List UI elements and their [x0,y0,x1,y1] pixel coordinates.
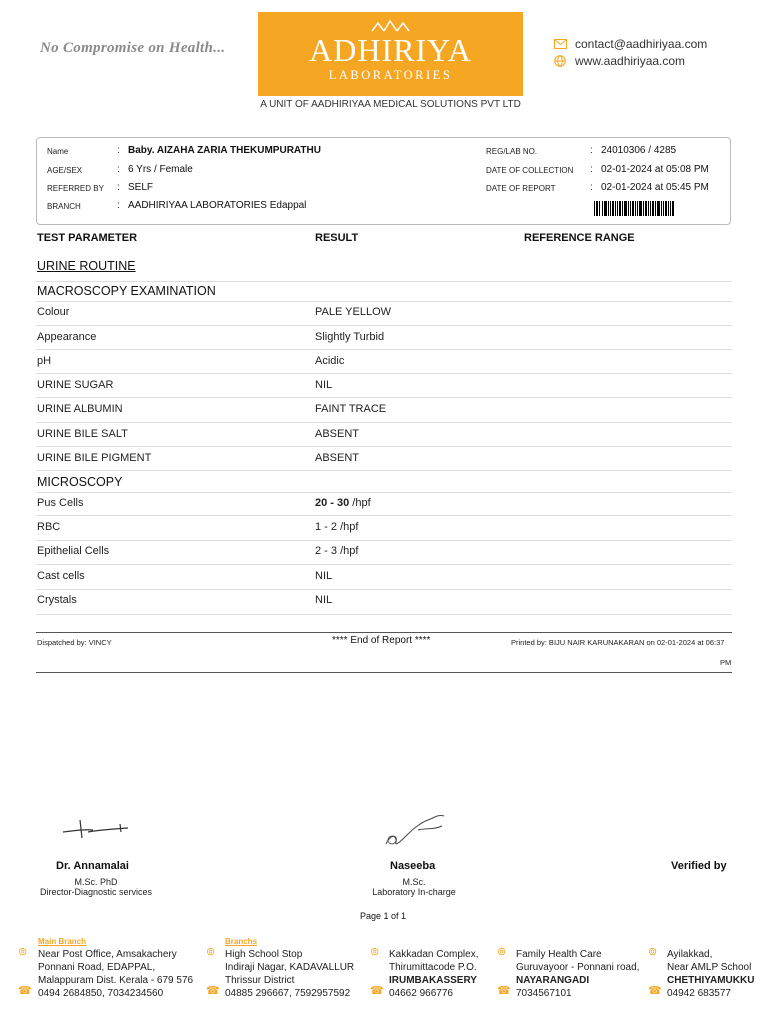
branch-list-heading: Branchs [225,937,258,946]
param-bile-salt: URINE BILE SALT [37,428,128,440]
signature-naseeba-icon [378,808,454,854]
param-appearance: Appearance [37,331,97,343]
row-divider [36,492,732,493]
param-pus-cells: Pus Cells [37,497,84,509]
macroscopy-heading: MACROSCOPY EXAMINATION [37,284,216,298]
lab-logo [258,12,523,96]
patient-age: 6 Yrs / Female [128,164,193,175]
branch-line: IRUMBAKASSERY [389,975,477,986]
location-pin-icon: ⊚ [18,946,28,958]
row-divider [36,281,732,282]
branch-chethiyamukku [648,946,767,1000]
logo-ornament-icon [370,20,411,32]
email-text[interactable]: contact@aadhiriyaa.com [575,37,708,51]
globe-icon [553,54,567,68]
logo-sub-text: LABORATORIES [328,68,453,82]
signatory-2-qualification: M.Sc. [402,877,426,887]
website-text[interactable]: www.aadhiriyaa.com [575,54,686,68]
report-title: URINE ROUTINE [37,259,136,273]
branch-line: Near AMLP School [667,962,752,973]
branch-label: BRANCH [47,202,81,211]
branch-phone[interactable]: 04662 966776 [389,988,453,999]
branch-line: Ayilakkad, [667,949,713,960]
age-label: AGE/SEX [47,166,83,175]
param-bile-pigment: URINE BILE PIGMENT [37,452,152,464]
phone-icon: ☎ [370,985,384,997]
row-divider [36,349,732,350]
patient-branch: AADHIRIYAA LABORATORIES Edappal [128,200,307,211]
param-urine-albumin: URINE ALBUMIN [37,403,123,415]
end-of-report: **** End of Report **** [332,635,431,646]
row-divider [36,446,732,447]
branch-main-line: Ponnani Road, EDAPPAL, [38,962,156,973]
colon: : [117,200,120,211]
value-epithelial-cells: 2 - 3 /hpf [315,545,359,557]
email-contact[interactable] [553,37,707,51]
phone-icon: ☎ [648,985,662,997]
signatory-1-name: Dr. Annamalai [56,860,129,872]
reg-number: 24010306 / 4285 [601,145,677,156]
branch-line: CHETHIYAMUKKU [667,975,755,986]
row-divider [36,422,732,423]
signatory-2-name: Naseeba [390,860,436,872]
footer-divider [36,672,732,673]
param-colour: Colour [37,306,70,318]
referred-by: SELF [128,182,154,193]
branch-line: High School Stop [225,949,303,960]
branch-line: NAYARANGADI [516,975,590,986]
row-divider [36,564,732,565]
value-pus-cells [315,497,371,509]
patient-name: Baby. AIZAHA ZARIA THEKUMPURATHU [128,145,321,156]
row-divider [36,301,732,302]
result-header: RESULT [315,232,359,244]
colon: : [117,182,120,193]
colon: : [590,145,593,156]
phone-icon: ☎ [497,985,511,997]
branch-main-line: Malappuram Dist. Kerala - 679 576 [38,975,194,986]
collection-label: DATE OF COLLECTION [486,166,574,175]
row-divider [36,373,732,374]
row-divider [36,325,732,326]
value-rbc: 1 - 2 /hpf [315,521,359,533]
colon: : [117,164,120,175]
param-ph: pH [37,355,52,367]
value-pus-cells-unit: /hpf [349,497,371,509]
branch-line: Thirumittacode P.O. [389,962,477,973]
signatory-1-role: Director-Diagnostic services [39,887,153,897]
report-date-label: DATE OF REPORT [486,184,556,193]
value-pus-cells-range: 20 - 30 [315,497,350,509]
microscopy-heading: MICROSCOPY [37,475,123,489]
value-colour: PALE YELLOW [315,306,392,318]
branch-line: Thrissur District [225,975,295,986]
row-divider [36,614,732,615]
row-divider [36,470,732,471]
branch-phone[interactable]: 04942 683577 [667,988,731,999]
website-contact[interactable] [553,54,685,68]
branch-line: Family Health Care [516,949,602,960]
location-pin-icon: ⊚ [206,946,216,958]
branch-main [18,935,208,1000]
signatory-1-qualification: M.Sc. PhD [74,877,118,887]
row-divider [36,397,732,398]
dispatched-by: Dispatched by: VINCY [37,638,112,647]
param-rbc: RBC [37,521,61,533]
referred-label: REFERRED BY [47,184,104,193]
location-pin-icon: ⊚ [370,946,380,958]
value-cast-cells: NIL [315,570,333,582]
branch-phone[interactable]: 7034567101 [516,988,572,999]
printed-by: Printed by: BIJU NAIR KARUNAKARAN on 02-01-2024 at 06:37 [511,638,725,647]
branch-line: Guruvayoor - Ponnani road, [516,962,640,973]
value-urine-sugar: NIL [315,379,333,391]
branch-irumbakassery [370,946,499,1000]
branch-phone[interactable]: 04885 296667, 7592957592 [225,988,351,999]
value-appearance: Slightly Turbid [315,331,385,343]
barcode-icon [594,201,674,216]
footer-divider [36,632,732,633]
tagline: No Compromise on Health... [40,40,226,56]
phone-icon: ☎ [206,985,220,997]
location-pin-icon: ⊚ [648,946,658,958]
branch-main-heading: Main Branch [38,937,87,946]
row-divider [36,589,732,590]
phone-icon: ☎ [18,985,32,997]
param-urine-sugar: URINE SUGAR [37,379,114,391]
colon: : [590,164,593,175]
param-crystals: Crystals [37,594,77,606]
branch-nayarangadi [497,946,646,1000]
printed-by-pm: PM [720,658,732,667]
row-divider [36,540,732,541]
test-parameter-header: TEST PARAMETER [37,232,138,244]
signature-annamalai-icon [58,810,138,850]
name-label: Name [47,147,69,156]
page-number: Page 1 of 1 [360,911,407,921]
branch-main-line: Near Post Office, Amsakachery [38,949,177,960]
branch-kadavallur [206,935,375,1000]
value-urine-albumin: FAINT TRACE [315,403,387,415]
email-icon [553,37,567,51]
colon: : [117,145,120,156]
branch-line: Indiraji Nagar, KADAVALLUR [225,962,355,973]
param-epithelial-cells: Epithelial Cells [37,545,110,557]
unit-line: A UNIT OF AADHIRIYAA MEDICAL SOLUTIONS PVT LTD [260,99,521,110]
branch-line: Kakkadan Complex, [389,949,479,960]
value-bile-pigment: ABSENT [315,452,360,464]
value-bile-salt: ABSENT [315,428,360,440]
reg-label: REG/LAB NO. [486,147,538,156]
param-cast-cells: Cast cells [37,570,85,582]
branch-main-phone[interactable]: 0494 2684850, 7034234560 [38,988,164,999]
verified-by: Verified by [671,860,727,872]
report-date: 02-01-2024 at 05:45 PM [601,182,709,193]
row-divider [36,515,732,516]
colon: : [590,182,593,193]
logo-main-text: ADHIRIYA [309,32,472,68]
reference-range-header: REFERENCE RANGE [524,232,635,244]
collection-date: 02-01-2024 at 05:08 PM [601,164,709,175]
location-pin-icon: ⊚ [497,946,507,958]
value-crystals: NIL [315,594,333,606]
value-ph: Acidic [315,355,345,367]
signatory-2-role: Laboratory In-charge [372,887,456,897]
